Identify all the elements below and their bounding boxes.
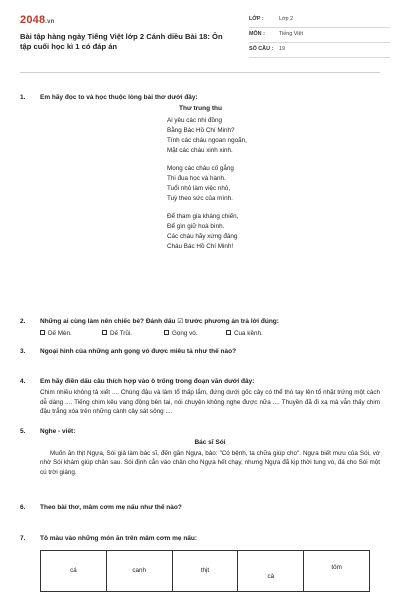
question-4 xyxy=(20,378,380,417)
option-label: Dế Mèn. xyxy=(48,329,72,337)
question-text: Em hãy điền dấu câu thích hợp vào ô trống trong đoạn văn dưới đây: xyxy=(40,378,255,385)
poem-title: Thư trung thu xyxy=(179,104,222,112)
fill-in-paragraph: Chim nhiều không tả xiết .... Chúng đậu và làm tổ thấp lắm, đứng dưới gốc cây có thể thò tay lên tổ nhặt trứng một cách dễ dàng .... Tiếng chim kêu vang động bên tai, nói chuyện không nghe được nữa .... Thuyền đã đi xa mà vẫn thấy chim đậu trắng xóa trên những cành cây sát sông .... xyxy=(40,388,380,416)
meta-value: Lớp 2 xyxy=(279,16,294,23)
poem-line: Tuổi nhỏ làm việc nhỏ, xyxy=(167,184,231,192)
food-coloring-table xyxy=(40,550,370,592)
poem-line: Tuỳ theo sức của mình. xyxy=(167,194,233,202)
poem-line: Để tham gia kháng chiến, xyxy=(167,213,239,221)
question-number: 2. xyxy=(20,318,26,325)
poem-line: Mong các cháu cố gắng xyxy=(167,164,234,172)
logo-text: 2048 xyxy=(20,14,46,26)
food-cell-canh[interactable] xyxy=(107,551,173,591)
poem-line: Tính các cháu ngoan ngoãn, xyxy=(167,136,247,144)
checkbox[interactable] xyxy=(164,330,169,335)
question-number: 5. xyxy=(20,428,26,435)
option-gong-vo[interactable] xyxy=(164,330,226,339)
header xyxy=(20,13,390,67)
option-label: Dế Trũi. xyxy=(110,329,133,337)
food-cell-ca[interactable] xyxy=(41,551,107,591)
dictation-paragraph: Muốn ăn thịt Ngựa, Sói giả làm bác sĩ, đến gần Ngựa, bảo: "Có bệnh, ta chữa giúp cho". Ngựa biết mưu của Sói, vờ nhờ Sói khám giúp chân sau. Sói định cắn vào chân cho Ngựa hết chạy, nhưng Ngựa đã kịp thời tung vó, đá cho Sói một cú trời giáng. xyxy=(40,449,380,477)
question-2 xyxy=(20,318,380,338)
logo-suffix: .vn xyxy=(45,19,55,25)
header-divider xyxy=(20,72,380,73)
question-text: Theo bài thơ, mâm cơm mẹ nấu như thế nào? xyxy=(40,504,182,511)
meta-label: SỐ CÂU : xyxy=(249,46,274,53)
poem-line: Để gìn giữ hoà bình. xyxy=(167,223,225,231)
option-de-trui[interactable] xyxy=(102,330,164,339)
food-cell-ca-eggplant[interactable] xyxy=(238,551,304,591)
poem-stanza xyxy=(167,212,380,252)
option-de-men[interactable] xyxy=(40,330,102,339)
poem-stanza xyxy=(167,116,380,156)
checkbox[interactable] xyxy=(40,330,45,335)
question-text: Tô màu vào những món ăn trên mâm cơm mẹ nấu: xyxy=(40,535,198,542)
meta-value: Tiếng Việt xyxy=(279,31,303,38)
document-title: Bài tập hàng ngày Tiếng Việt lớp 2 Cánh diều Bài 18: Ôn tập cuối học kì 1 có đáp án xyxy=(20,32,223,52)
question-number: 7. xyxy=(20,535,26,542)
question-number: 1. xyxy=(20,94,26,101)
option-label: Cua kềnh. xyxy=(234,329,263,337)
meta-label: MÔN : xyxy=(249,31,265,38)
meta-row-count xyxy=(249,43,390,58)
poem-line: Cháu Bác Hồ Chí Minh! xyxy=(167,243,234,251)
question-6 xyxy=(20,504,380,513)
option-cua-kenh[interactable] xyxy=(226,330,288,339)
food-label: tôm xyxy=(331,564,342,571)
question-number: 4. xyxy=(20,378,26,385)
question-number: 3. xyxy=(20,348,26,355)
meta-row-subject xyxy=(249,28,390,43)
poem-line: Mặt các cháu xinh xinh. xyxy=(167,146,233,154)
question-7 xyxy=(20,535,380,544)
question-1 xyxy=(20,94,380,260)
poem xyxy=(167,105,380,253)
food-label: canh xyxy=(132,567,147,574)
poem-line: Các cháu hãy xứng đáng xyxy=(167,233,238,241)
question-3 xyxy=(20,348,380,357)
question-text: Nghe - viết: xyxy=(40,428,76,435)
question-text: Ngoại hình của những anh gọng vó được miêu tả như thế nào? xyxy=(40,348,237,355)
dictation-title: Bác sĩ Sói xyxy=(194,438,226,446)
food-label: cà xyxy=(267,573,275,580)
meta-row-class xyxy=(249,13,390,28)
meta-value: 19 xyxy=(279,46,285,53)
poem-line: Bằng Bác Hồ Chí Minh? xyxy=(167,126,235,134)
question-number: 6. xyxy=(20,504,26,511)
food-label: thịt xyxy=(200,567,210,574)
site-logo[interactable] xyxy=(20,13,55,28)
option-label: Gọng vó. xyxy=(172,329,198,337)
question-text: Em hãy đọc to và học thuộc lòng bài thơ dưới đây: xyxy=(40,94,198,101)
checkbox[interactable] xyxy=(226,330,231,335)
poem-line: Ai yêu các nhi đồng xyxy=(167,116,222,124)
question-5 xyxy=(20,428,380,478)
meta-info xyxy=(249,13,390,58)
question-text: Những ai cùng làm nên chiếc bè? Đánh dấu ☑ trước phương án trả lời đúng: xyxy=(40,318,279,325)
meta-label: LỚP : xyxy=(249,16,264,23)
poem-line: Thi đua học và hành. xyxy=(167,174,226,182)
food-cell-tom[interactable] xyxy=(304,551,369,591)
answer-options xyxy=(40,330,380,339)
poem-stanza xyxy=(167,164,380,204)
food-label: cá xyxy=(70,567,77,574)
checkbox[interactable] xyxy=(102,330,107,335)
food-cell-thit[interactable] xyxy=(173,551,239,591)
